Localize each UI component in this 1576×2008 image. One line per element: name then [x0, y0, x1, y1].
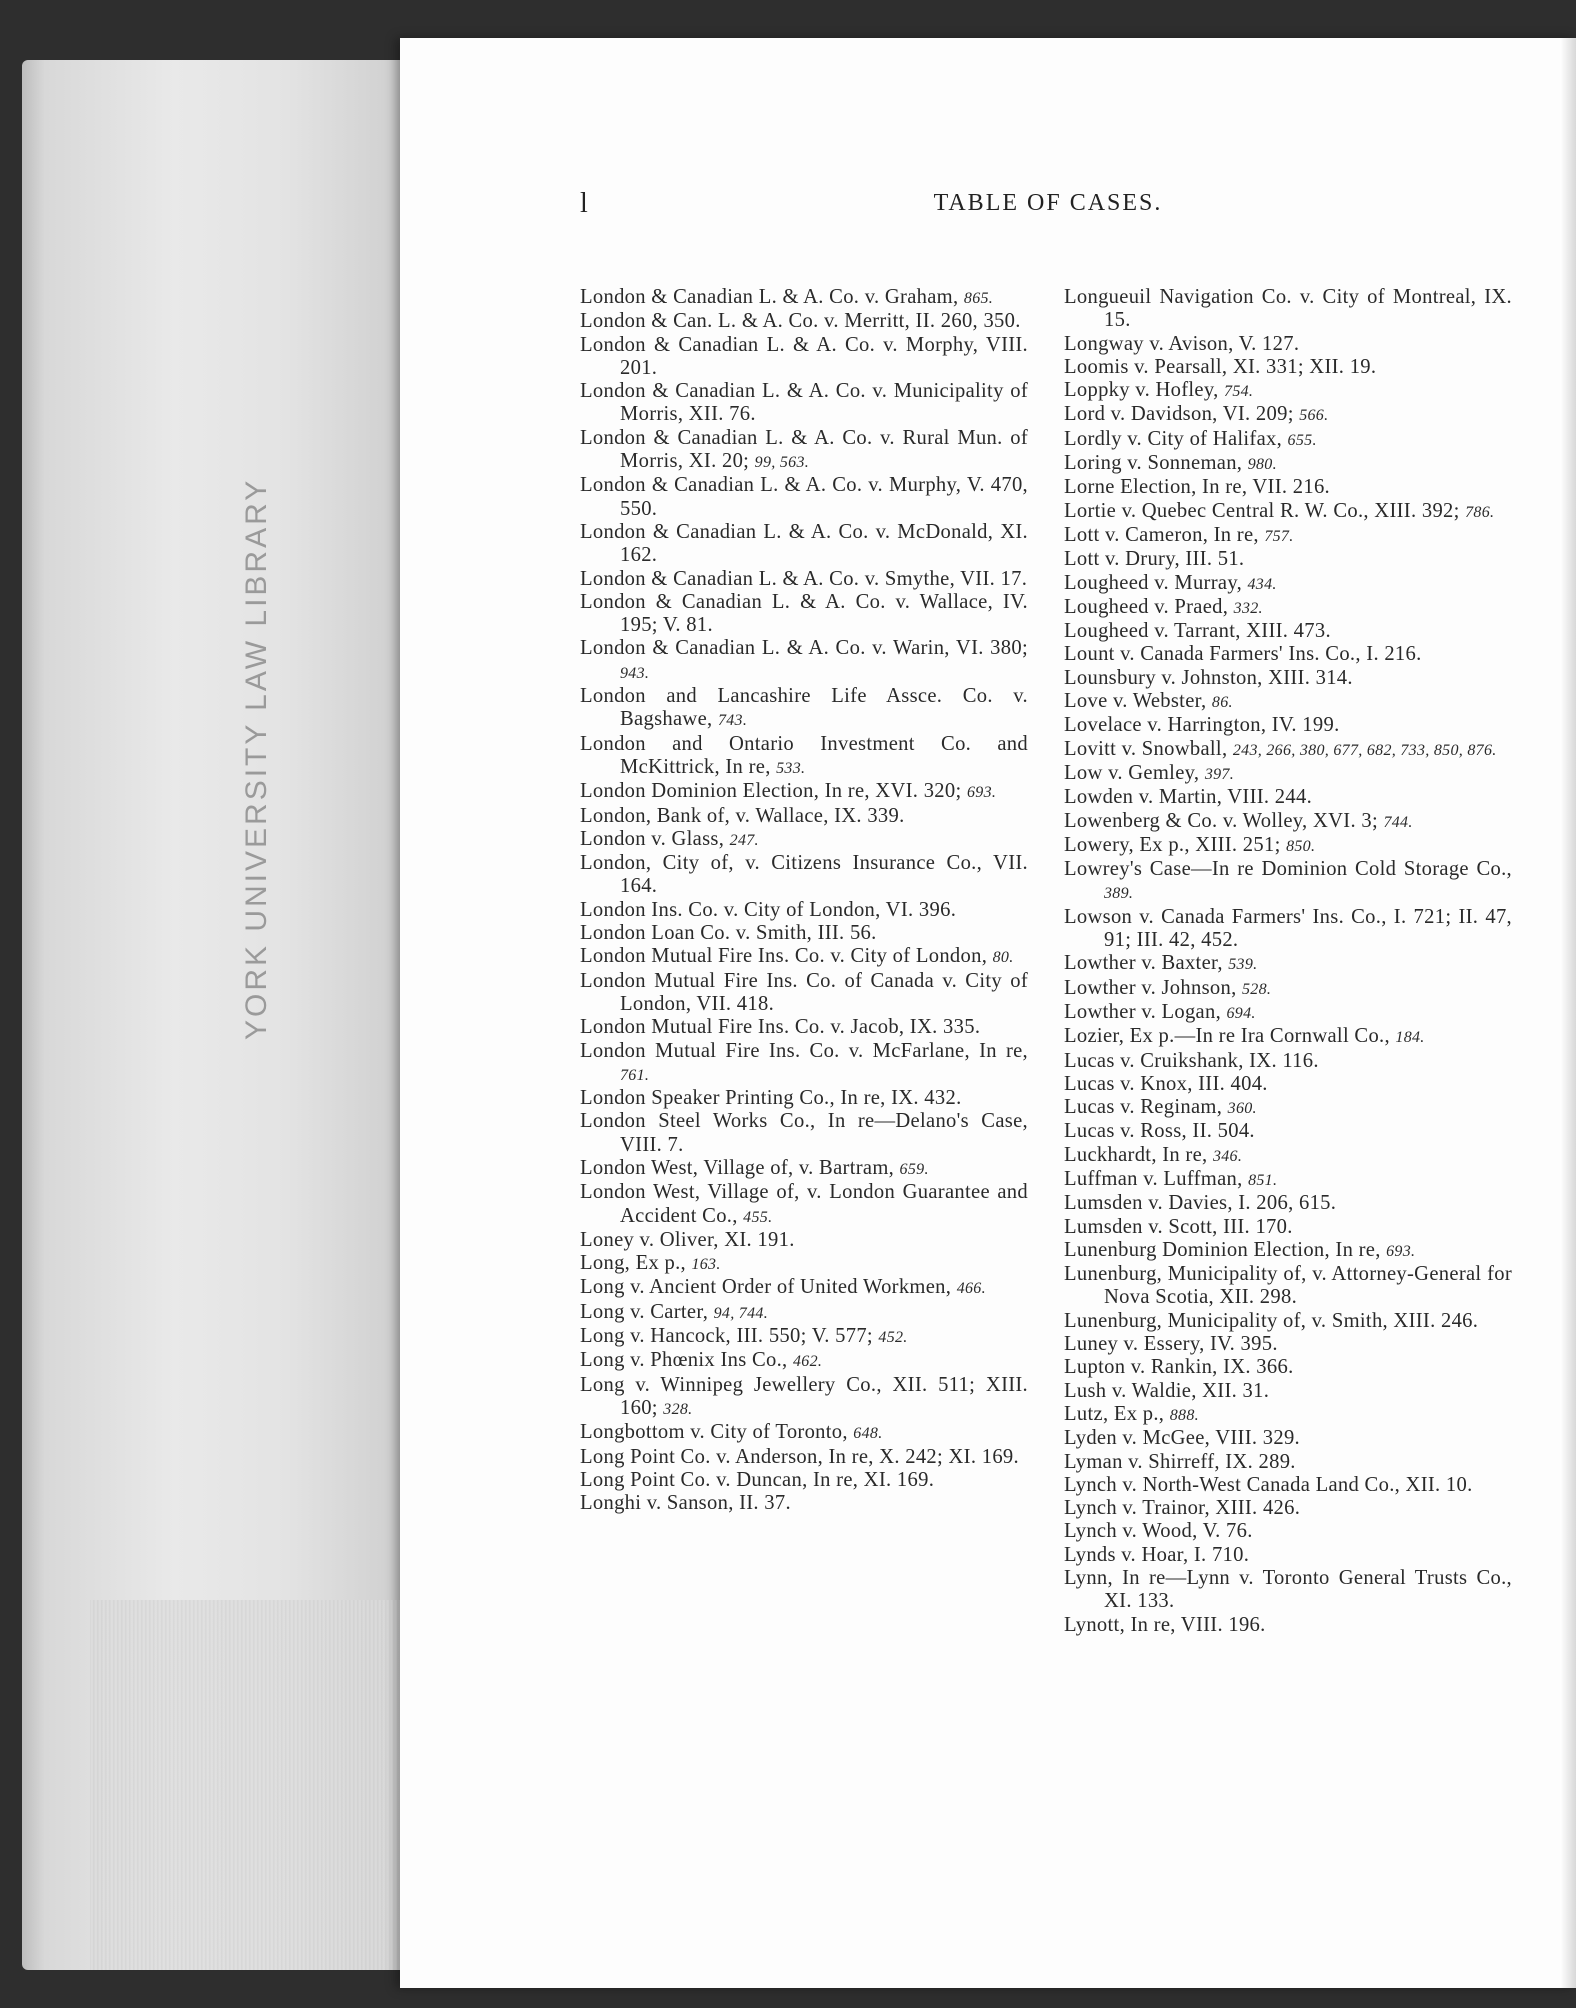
- case-page-refs: 86.: [1211, 694, 1233, 712]
- case-entry: [580, 591, 1028, 638]
- case-entry: [1064, 810, 1512, 834]
- case-entry: [1064, 524, 1512, 548]
- case-entry: [580, 427, 1028, 475]
- case-entry: [1064, 1520, 1512, 1543]
- case-page-refs: 397.: [1204, 765, 1235, 783]
- case-citation: Long Point Co. v. Duncan, In re, XI. 169.: [580, 1468, 935, 1491]
- library-stamp: YORK UNIVERSITY LAW LIBRARY: [240, 477, 273, 1040]
- case-entry: [580, 380, 1028, 427]
- case-citation: London Dominion Election, In re, XVI. 320;: [580, 780, 962, 803]
- case-citation: Lumsden v. Davies, I. 206, 615.: [1064, 1192, 1337, 1215]
- case-entry: [580, 568, 1028, 591]
- case-citation: London & Canadian L. & A. Co. v. McDonald, XI. 162.: [580, 520, 1028, 567]
- case-citation: Lovitt v. Snowball,: [1064, 737, 1228, 760]
- case-entry: [1064, 906, 1512, 953]
- case-page-refs: 184.: [1395, 1029, 1425, 1047]
- case-entry: [580, 1040, 1028, 1088]
- case-entry: [1064, 1356, 1512, 1379]
- case-citation: Lucas v. Ross, II. 504.: [1064, 1120, 1255, 1143]
- case-citation: Lozier, Ex p.—In re Ira Cornwall Co.,: [1064, 1025, 1390, 1048]
- case-entry: [1064, 1239, 1512, 1263]
- case-page-refs: 80.: [992, 949, 1014, 967]
- case-citation: London & Canadian L. & A. Co. v. Murphy, V. 470, 550.: [580, 474, 1028, 520]
- case-entry: [580, 1325, 1028, 1349]
- case-entry: [1064, 1120, 1512, 1143]
- case-entry: [580, 945, 1028, 969]
- case-page-refs: 851.: [1248, 1171, 1278, 1189]
- case-citation: London and Lancashire Life Assce. Co. v. Bagshawe,: [580, 685, 1028, 731]
- case-entry: [580, 852, 1028, 899]
- case-entry: [1064, 1001, 1512, 1025]
- case-entry: [1064, 1333, 1512, 1356]
- case-citation: Lyden v. McGee, VIII. 329.: [1064, 1427, 1300, 1450]
- case-citation: Longueuil Navigation Co. v. City of Montreal, IX. 15.: [1064, 286, 1512, 332]
- case-citation: Long v. Carter,: [580, 1300, 709, 1323]
- case-entry: [1064, 286, 1512, 333]
- case-entry: [1064, 667, 1512, 690]
- case-citation: London & Canadian L. & A. Co. v. Graham,: [580, 286, 959, 308]
- case-citation: Loppky v. Hofley,: [1064, 379, 1219, 402]
- case-entry: [580, 780, 1028, 804]
- right-case-column: [1064, 286, 1512, 1637]
- case-entry: [1064, 1096, 1512, 1120]
- case-entry: [1064, 452, 1512, 476]
- case-entry: [1064, 476, 1512, 499]
- case-citation: Long, Ex p.,: [580, 1252, 686, 1275]
- case-entry: [1064, 714, 1512, 737]
- case-citation: Lord v. Davidson, VI. 209;: [1064, 403, 1294, 426]
- case-page-refs: 389.: [1104, 885, 1134, 903]
- case-entry: [580, 1157, 1028, 1181]
- case-citation: Lumsden v. Scott, III. 170.: [1064, 1215, 1293, 1238]
- case-entry: [580, 685, 1028, 733]
- case-entry: [1064, 1567, 1512, 1614]
- case-entry: [580, 922, 1028, 945]
- case-entry: [580, 733, 1028, 781]
- case-citation: Long Point Co. v. Anderson, In re, X. 242; XI. 169.: [580, 1445, 1019, 1468]
- case-entry: [1064, 1025, 1512, 1049]
- case-citation: Lunenburg Dominion Election, In re,: [1064, 1238, 1381, 1261]
- case-entry: [1064, 379, 1512, 403]
- case-citation: Luckhardt, In re,: [1064, 1143, 1208, 1166]
- case-citation: London West, Village of, v. Bartram,: [580, 1156, 895, 1179]
- case-citation: London Mutual Fire Ins. Co. of Canada v. City of London, VII. 418.: [580, 969, 1028, 1015]
- case-citation: Lortie v. Quebec Central R. W. Co., XIII. 392;: [1064, 499, 1460, 522]
- case-citation: Longbottom v. City of Toronto,: [580, 1421, 848, 1444]
- case-page-refs: 346.: [1212, 1147, 1243, 1165]
- case-citation: London & Canadian L. & A. Co. v. Rural Mun. of Morris, XI. 20;: [580, 426, 1028, 473]
- case-entry: [1064, 1380, 1512, 1403]
- case-entry: [580, 970, 1028, 1017]
- case-citation: Love v. Webster,: [1064, 690, 1207, 713]
- case-entry: [1064, 1192, 1512, 1215]
- case-entry: [1064, 572, 1512, 596]
- case-citation: Lougheed v. Murray,: [1064, 571, 1243, 594]
- case-citation: Lounsbury v. Johnston, XIII. 314.: [1064, 666, 1353, 689]
- case-citation: Longhi v. Sanson, II. 37.: [580, 1492, 791, 1515]
- case-entry: [580, 1374, 1028, 1422]
- case-citation: Lordly v. City of Halifax,: [1064, 427, 1283, 450]
- case-entry: [580, 1301, 1028, 1325]
- case-entry: [1064, 1168, 1512, 1192]
- case-page-refs: 163.: [691, 1256, 721, 1274]
- case-page-refs: 743.: [717, 712, 748, 730]
- case-page-refs: 243, 266, 380, 677, 682, 733, 850, 876.: [1232, 741, 1497, 759]
- case-entry: [1064, 643, 1512, 666]
- case-page-refs: 332.: [1233, 599, 1263, 617]
- case-page-refs: 528.: [1241, 980, 1272, 998]
- case-entry: [1064, 403, 1512, 427]
- case-citation: London & Can. L. & A. Co. v. Merritt, II. 260, 350.: [580, 310, 1021, 333]
- case-page-refs: 328.: [663, 1400, 693, 1418]
- case-citation: Loomis v. Pearsall, XI. 331; XII. 19.: [1064, 355, 1377, 378]
- case-citation: Lorne Election, In re, VII. 216.: [1064, 476, 1330, 499]
- case-citation: Long v. Ancient Order of United Workmen,: [580, 1276, 952, 1299]
- case-citation: Lowther v. Logan,: [1064, 1000, 1222, 1023]
- case-page-refs: 452.: [878, 1329, 908, 1347]
- case-entry: [1064, 428, 1512, 452]
- case-page-refs: 865.: [963, 290, 994, 307]
- case-page-refs: 434.: [1247, 575, 1277, 593]
- case-citation: Lowden v. Martin, VIII. 244.: [1064, 786, 1313, 809]
- case-citation: Lynds v. Hoar, I. 710.: [1064, 1543, 1250, 1566]
- case-citation: Lunenburg, Municipality of, v. Smith, XIII. 246.: [1064, 1309, 1479, 1332]
- case-entry: [1064, 333, 1512, 356]
- case-entry: [1064, 738, 1512, 762]
- case-page-refs: 943.: [620, 664, 650, 682]
- case-page-refs: 99, 563.: [754, 454, 810, 472]
- case-entry: [580, 1349, 1028, 1373]
- case-citation: Lowson v. Canada Farmers' Ins. Co., I. 721; II. 47, 91; III. 42, 452.: [1064, 905, 1512, 952]
- case-entry: [580, 899, 1028, 922]
- case-citation: Long v. Winnipeg Jewellery Co., XII. 511; XIII. 160;: [580, 1373, 1028, 1419]
- case-entry: [1064, 1497, 1512, 1520]
- case-citation: London Loan Co. v. Smith, III. 56.: [580, 922, 877, 945]
- case-citation: London & Canadian L. & A. Co. v. Smythe, VII. 17.: [580, 567, 1028, 590]
- case-entry: [1064, 762, 1512, 786]
- case-page-refs: 980.: [1247, 456, 1277, 474]
- case-entry: [1064, 620, 1512, 643]
- case-page-refs: 566.: [1299, 407, 1329, 425]
- case-citation: Lucas v. Knox, III. 404.: [1064, 1072, 1268, 1095]
- case-citation: London v. Glass,: [580, 827, 725, 850]
- case-page-refs: 655.: [1287, 431, 1317, 449]
- case-entry: [580, 637, 1028, 685]
- case-entry: [580, 310, 1028, 333]
- case-page-refs: 247.: [729, 831, 759, 849]
- case-entry: [1064, 1310, 1512, 1333]
- case-citation: Lupton v. Rankin, IX. 366.: [1064, 1356, 1294, 1379]
- case-citation: London & Canadian L. & A. Co. v. Morphy, VIII. 201.: [580, 333, 1028, 379]
- case-citation: Lovelace v. Harrington, IV. 199.: [1064, 714, 1340, 737]
- case-page-refs: 761.: [620, 1066, 650, 1084]
- case-citation: London Steel Works Co., In re—Delano's Case, VIII. 7.: [580, 1110, 1028, 1156]
- case-entry: [1064, 1427, 1512, 1450]
- case-entry: [1064, 1263, 1512, 1310]
- case-entry: [1064, 952, 1512, 976]
- case-entry: [580, 1016, 1028, 1039]
- case-citation: Lott v. Drury, III. 51.: [1064, 548, 1245, 571]
- case-citation: Long v. Phœnix Ins Co.,: [580, 1349, 788, 1372]
- case-entry: [1064, 690, 1512, 714]
- book-page: [400, 38, 1576, 1988]
- case-page-refs: 693.: [966, 784, 997, 802]
- case-page-refs: 757.: [1264, 527, 1294, 545]
- case-citation: Lynch v. North-West Canada Land Co., XII. 10.: [1064, 1473, 1473, 1496]
- case-citation: Lutz, Ex p.,: [1064, 1402, 1165, 1425]
- case-page-refs: 94, 744.: [713, 1304, 769, 1322]
- case-citation: Luney v. Essery, IV. 395.: [1064, 1333, 1278, 1356]
- case-entry: [1064, 786, 1512, 809]
- case-entry: [1064, 1451, 1512, 1474]
- case-entry: [580, 286, 1028, 310]
- case-page-refs: 754.: [1224, 383, 1254, 401]
- case-citation: Lynn, In re—Lynn v. Toronto General Trusts Co., XI. 133.: [1064, 1567, 1512, 1613]
- left-case-column: [580, 286, 1028, 1515]
- case-entry: [580, 1087, 1028, 1110]
- case-citation: London Ins. Co. v. City of London, VI. 396.: [580, 898, 957, 921]
- case-citation: Lott v. Cameron, In re,: [1064, 523, 1259, 546]
- case-entry: [1064, 977, 1512, 1001]
- case-entry: [580, 1492, 1028, 1515]
- page-title: TABLE OF CASES.: [933, 190, 1163, 216]
- case-citation: Lucas v. Cruikshank, IX. 116.: [1064, 1049, 1319, 1072]
- case-entry: [1064, 1216, 1512, 1239]
- case-citation: Lowther v. Johnson,: [1064, 976, 1237, 999]
- case-page-refs: 888.: [1169, 1406, 1199, 1424]
- case-citation: London, Bank of, v. Wallace, IX. 339.: [580, 804, 905, 827]
- case-citation: London Mutual Fire Ins. Co. v. Jacob, IX. 335.: [580, 1016, 981, 1039]
- case-citation: London West, Village of, v. London Guarantee and Accident Co.,: [580, 1181, 1028, 1227]
- case-citation: Longway v. Avison, V. 127.: [1064, 332, 1300, 355]
- case-entry: [580, 1421, 1028, 1445]
- case-entry: [1064, 1403, 1512, 1427]
- case-citation: London & Canadian L. & A. Co. v. Municipality of Morris, XII. 76.: [580, 380, 1028, 426]
- case-citation: London Speaker Printing Co., In re, IX. 432.: [580, 1087, 962, 1110]
- case-entry: [1064, 1073, 1512, 1096]
- case-citation: Lougheed v. Tarrant, XIII. 473.: [1064, 620, 1331, 643]
- case-page-refs: 360.: [1227, 1100, 1257, 1118]
- case-page-refs: 693.: [1386, 1242, 1416, 1260]
- case-page-refs: 659.: [899, 1160, 929, 1178]
- case-page-refs: 648.: [853, 1425, 883, 1443]
- case-citation: Lowery, Ex p., XIII. 251;: [1064, 833, 1281, 856]
- case-citation: Lynch v. Trainor, XIII. 426.: [1064, 1497, 1301, 1520]
- case-page-refs: 786.: [1465, 503, 1495, 521]
- case-entry: [1064, 858, 1512, 906]
- case-citation: London, City of, v. Citizens Insurance Co., VII. 164.: [580, 852, 1028, 898]
- case-entry: [580, 1276, 1028, 1300]
- case-entry: [1064, 596, 1512, 620]
- case-entry: [1064, 1474, 1512, 1497]
- case-citation: Luffman v. Luffman,: [1064, 1167, 1243, 1190]
- case-citation: Lynch v. Wood, V. 76.: [1064, 1520, 1253, 1543]
- case-citation: Lowenberg & Co. v. Wolley, XVI. 3;: [1064, 809, 1378, 832]
- case-entry: [1064, 356, 1512, 379]
- case-page-refs: 850.: [1286, 837, 1316, 855]
- case-entry: [1064, 834, 1512, 858]
- case-entry: [580, 1469, 1028, 1492]
- case-citation: Lougheed v. Praed,: [1064, 595, 1229, 618]
- case-entry: [580, 828, 1028, 852]
- case-citation: Lucas v. Reginam,: [1064, 1096, 1223, 1119]
- case-entry: [1064, 1050, 1512, 1073]
- case-entry: [580, 1181, 1028, 1229]
- case-page-refs: 539.: [1228, 956, 1258, 974]
- case-citation: London & Canadian L. & A. Co. v. Wallace, IV. 195; V. 81.: [580, 590, 1028, 637]
- case-citation: London & Canadian L. & A. Co. v. Warin, VI. 380;: [580, 637, 1028, 660]
- case-page-refs: 533.: [776, 759, 806, 777]
- case-entry: [580, 805, 1028, 828]
- case-entry: [1064, 1144, 1512, 1168]
- case-citation: Lynott, In re, VIII. 196.: [1064, 1613, 1266, 1636]
- page-edge-shadow: [1560, 38, 1576, 1988]
- case-entry: [580, 474, 1028, 521]
- case-entry: [1064, 500, 1512, 524]
- case-entry: [580, 1229, 1028, 1252]
- case-entry: [1064, 548, 1512, 571]
- case-citation: London Mutual Fire Ins. Co. v. McFarlane, In re,: [580, 1039, 1028, 1062]
- case-citation: Low v. Gemley,: [1064, 761, 1200, 784]
- case-page-refs: 694.: [1226, 1004, 1256, 1022]
- page-edges: [90, 1600, 400, 1970]
- case-entry: [580, 521, 1028, 568]
- case-entry: [1064, 1614, 1512, 1637]
- case-citation: Loring v. Sonneman,: [1064, 452, 1243, 475]
- case-entry: [580, 1110, 1028, 1157]
- case-citation: London and Ontario Investment Co. and McKittrick, In re,: [580, 732, 1028, 778]
- case-page-refs: 466.: [956, 1280, 986, 1298]
- case-page-refs: 462.: [792, 1353, 823, 1371]
- case-entry: [580, 1252, 1028, 1276]
- case-entry: [580, 1446, 1028, 1469]
- case-citation: Lowrey's Case—In re Dominion Cold Storage Co.,: [1064, 858, 1512, 881]
- page-number: l: [580, 188, 588, 219]
- case-citation: Lowther v. Baxter,: [1064, 952, 1223, 975]
- case-citation: Lush v. Waldie, XII. 31.: [1064, 1379, 1270, 1402]
- case-citation: Lyman v. Shirreff, IX. 289.: [1064, 1450, 1296, 1473]
- case-citation: Long v. Hancock, III. 550; V. 577;: [580, 1325, 873, 1348]
- case-entry: [580, 334, 1028, 381]
- case-page-refs: 744.: [1383, 813, 1413, 831]
- case-citation: London Mutual Fire Ins. Co. v. City of London,: [580, 945, 988, 968]
- case-citation: Lunenburg, Municipality of, v. Attorney-General for Nova Scotia, XII. 298.: [1064, 1263, 1512, 1309]
- case-page-refs: 455.: [743, 1208, 773, 1226]
- case-entry: [1064, 1544, 1512, 1567]
- case-citation: Lount v. Canada Farmers' Ins. Co., I. 216.: [1064, 643, 1422, 666]
- case-citation: Loney v. Oliver, XI. 191.: [580, 1228, 795, 1251]
